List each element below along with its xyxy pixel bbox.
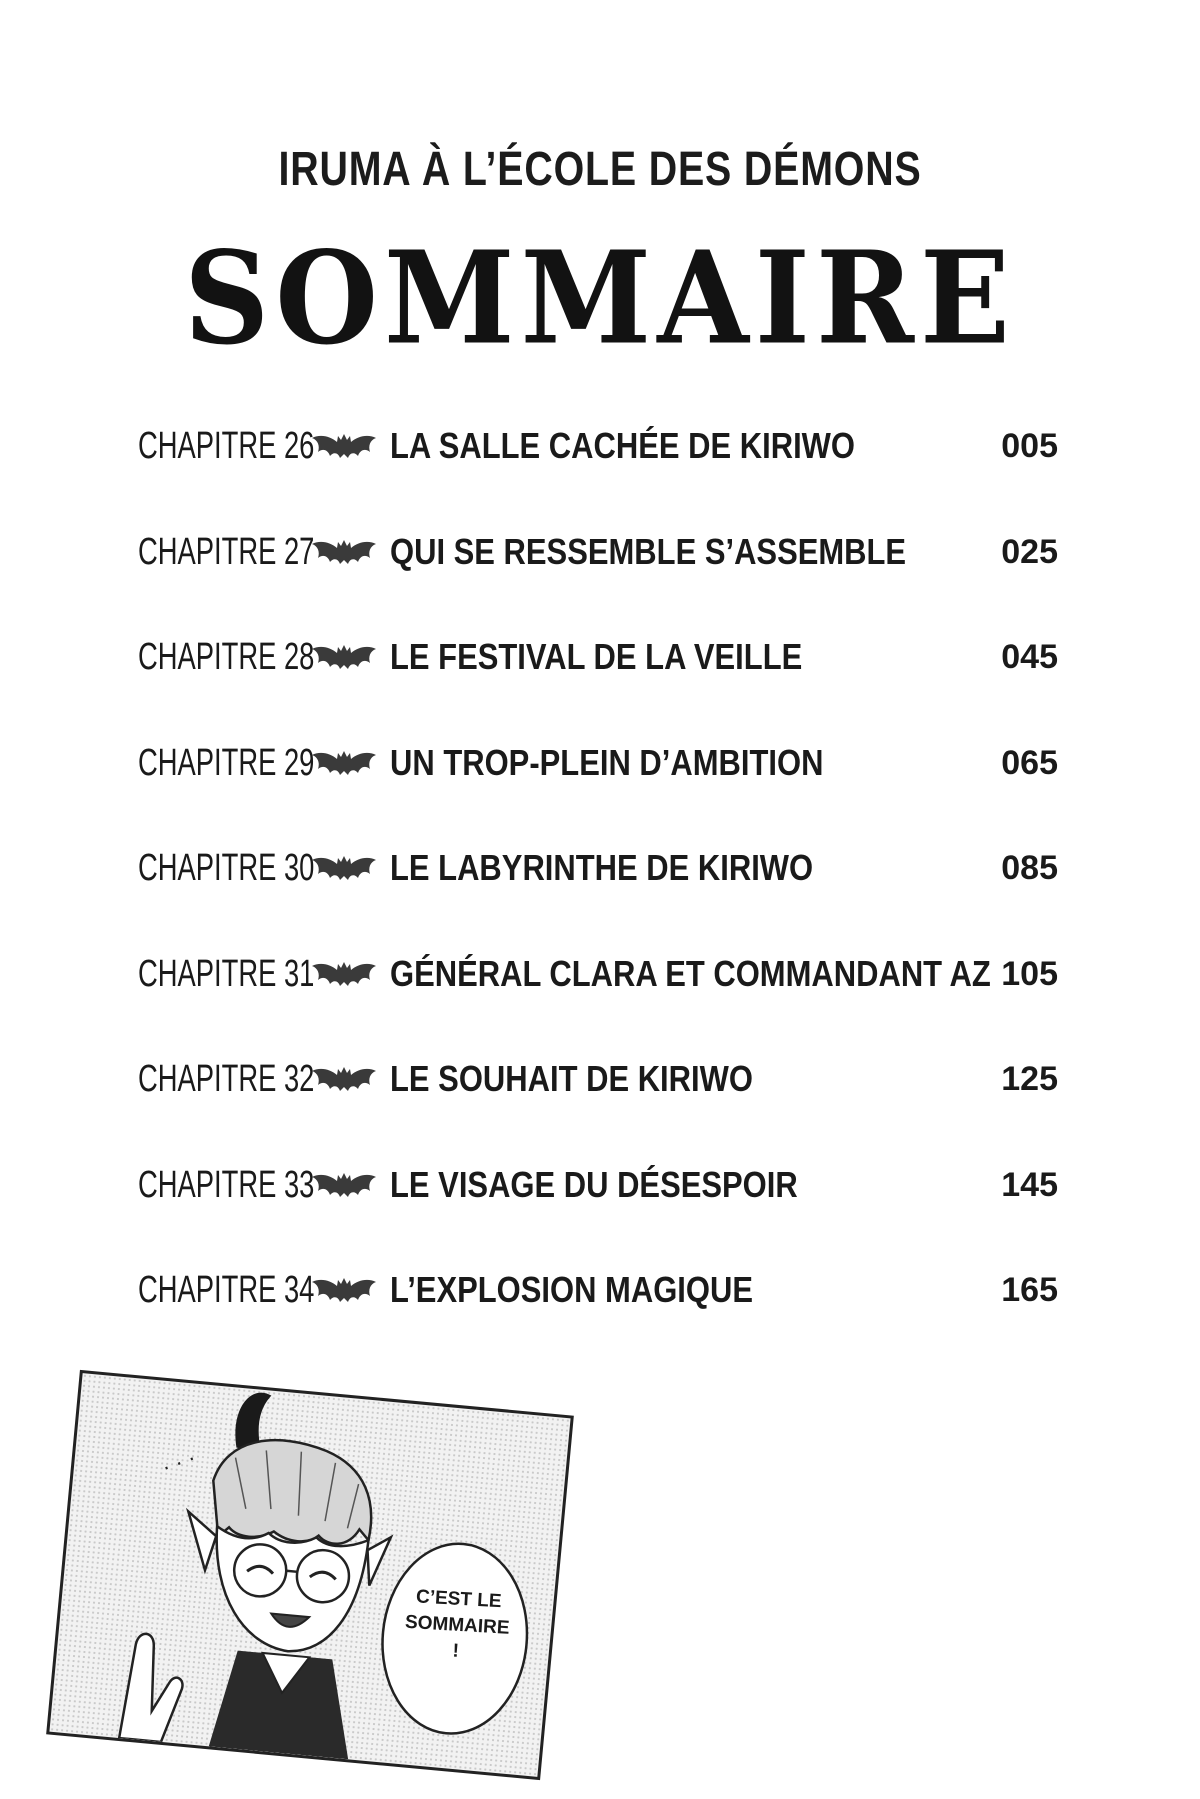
page-number: 045 — [1001, 638, 1058, 676]
speech-line-1: C’EST LE — [415, 1586, 503, 1613]
toc-entry — [138, 629, 1058, 685]
chapter-number: CHAPITRE 34 — [138, 1269, 315, 1311]
toc-entry — [138, 1051, 1058, 1107]
bat-icon — [310, 1272, 378, 1308]
toc-entry — [138, 1262, 1058, 1318]
chapter-number: CHAPITRE 29 — [138, 741, 315, 784]
bat-icon — [310, 1167, 378, 1203]
page-number: 105 — [1001, 954, 1058, 993]
bat-icon — [310, 534, 378, 570]
bat-icon — [310, 850, 378, 886]
page-number: 065 — [1001, 743, 1058, 782]
page-title: SOMMAIRE — [184, 222, 1016, 373]
bat-icon — [310, 428, 378, 464]
character-drawing — [49, 1373, 570, 1777]
chapter-title: LE SOUHAIT DE KIRIWO — [390, 1058, 753, 1099]
chapter-title: LE FESTIVAL DE LA VEILLE — [390, 636, 803, 677]
series-title: IRUMA À L’ÉCOLE DES DÉMONS — [278, 143, 922, 196]
page-number: 005 — [1001, 427, 1058, 465]
chapter-number: CHAPITRE 26 — [138, 425, 315, 467]
chapter-title: LE LABYRINTHE DE KIRIWO — [390, 847, 814, 888]
chapter-title: QUI SE RESSEMBLE S’ASSEMBLE — [390, 530, 907, 572]
illustration-panel — [46, 1370, 574, 1780]
page-number: 165 — [1001, 1271, 1058, 1309]
speech-line-2: SOMMAIRE — [404, 1611, 511, 1639]
chapter-number: CHAPITRE 33 — [138, 1163, 315, 1206]
bat-icon — [310, 745, 378, 781]
page-number: 025 — [1001, 532, 1058, 571]
toc-entry — [138, 1157, 1058, 1213]
bat-icon — [310, 956, 378, 992]
chapter-title: L’EXPLOSION MAGIQUE — [390, 1269, 753, 1310]
toc-entry — [138, 840, 1058, 896]
chapter-title: GÉNÉRAL CLARA ET COMMANDANT AZ — [390, 952, 991, 994]
chapter-title: LA SALLE CACHÉE DE KIRIWO — [390, 425, 855, 466]
chapter-number: CHAPITRE 27 — [138, 530, 315, 573]
bat-icon — [310, 1061, 378, 1097]
chapter-title: UN TROP-PLEIN D’AMBITION — [390, 741, 824, 783]
toc-entry — [138, 735, 1058, 791]
page-number: 125 — [1001, 1060, 1058, 1098]
page-number: 145 — [1001, 1165, 1058, 1204]
chapter-number: CHAPITRE 31 — [138, 952, 315, 995]
page-number: 085 — [1001, 849, 1058, 887]
chapter-title: LE VISAGE DU DÉSESPOIR — [390, 1163, 798, 1205]
speech-line-3: ! — [451, 1640, 460, 1662]
toc-entry — [138, 524, 1058, 580]
chapter-number: CHAPITRE 30 — [138, 847, 315, 889]
ellipsis-dots: · · · — [158, 1444, 199, 1480]
toc-entry — [138, 418, 1058, 474]
bat-icon — [310, 639, 378, 675]
chapter-number: CHAPITRE 32 — [138, 1058, 315, 1100]
chapter-number: CHAPITRE 28 — [138, 636, 315, 678]
toc-entry — [138, 946, 1058, 1002]
